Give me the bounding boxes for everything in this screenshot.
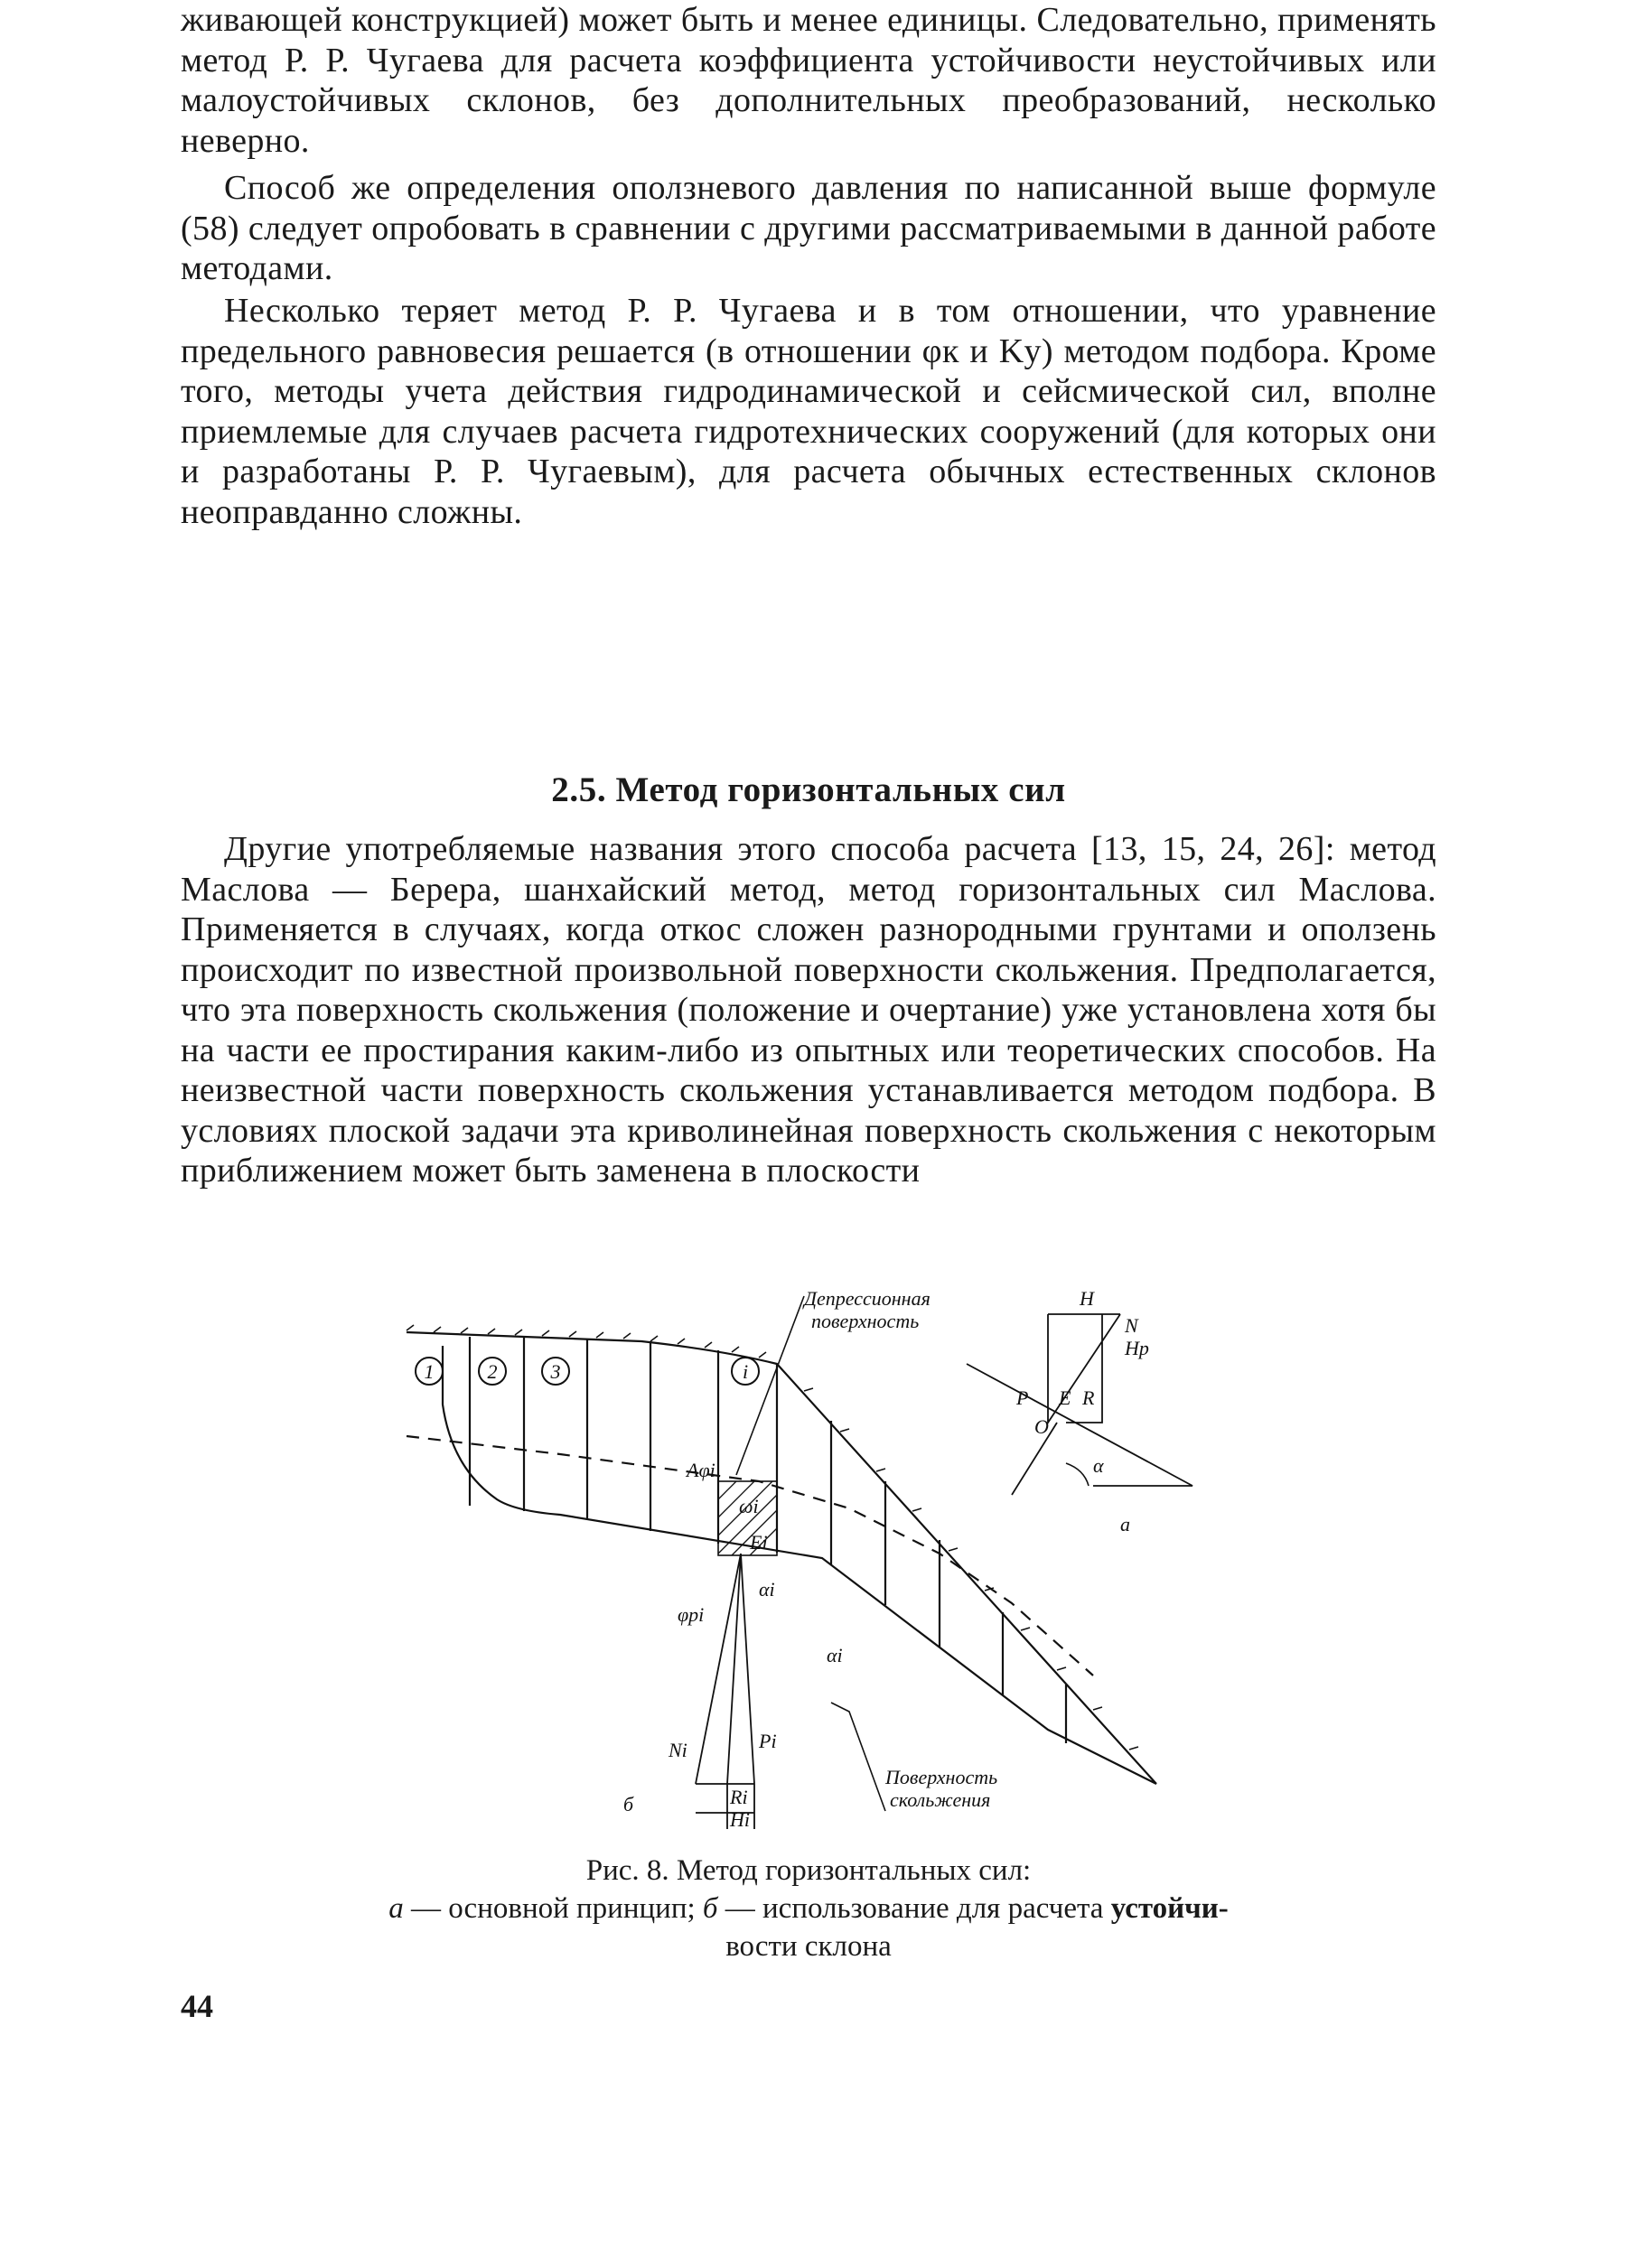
slice-1-label: 1 <box>424 1360 435 1383</box>
section-heading: 2.5. Метод горизонтальных сил <box>551 770 1066 809</box>
slip-surface <box>443 1346 1156 1784</box>
ri-label: Ri <box>730 1786 748 1808</box>
alpha-label: α <box>1093 1454 1104 1477</box>
hp-label: Hp <box>1125 1337 1149 1359</box>
b-label: б <box>623 1793 634 1815</box>
alpha-i-label-2: αi <box>827 1644 843 1666</box>
slice-i-hatch <box>718 1481 777 1555</box>
a-phi-label: Aφi <box>687 1459 715 1481</box>
phi-label: φрi <box>678 1603 705 1626</box>
figure-drawing <box>379 1278 1283 1829</box>
slice-i-label: i <box>742 1360 749 1383</box>
depression-label-2: поверхность <box>811 1310 920 1332</box>
slip-label-1: Поверхность <box>885 1766 998 1788</box>
n-label: N <box>1125 1314 1138 1337</box>
depression-label-1: Депрессионная <box>804 1287 931 1310</box>
slice-2-label: 2 <box>487 1360 498 1383</box>
figure-8 <box>379 1278 1283 1829</box>
slice-3-label: 3 <box>550 1360 561 1383</box>
hi-label: Hi <box>730 1808 750 1829</box>
r-label: R <box>1082 1386 1095 1409</box>
section-paragraph: Другие употребляемые названия этого способа расчета [13, 15, 24, 26]: метод Маслова — Берера, шанхайский метод, метод горизонтальных сил Маслова. Применяется в случаях, когда откос сложен разнородными грунтами и оползень происходит по известной произвольной поверхности скольжения. Предполагается, что эта поверхность скольжения (положение и очертание) уже установлена хотя бы на части ее простирания каким-либо из опытных или теоретических способов. На неизвестной части поверхность скольжения устанавливается методом подбора. В условиях плоской задачи эта криволинейная поверхность скольжения с некоторым приближением может быть заменена в плоскости <box>181 830 1436 1190</box>
alpha-i-label: αi <box>759 1578 775 1601</box>
p-label: P <box>1016 1386 1029 1409</box>
o-label: O <box>1034 1415 1049 1438</box>
ground-surface <box>407 1332 1156 1784</box>
a-label: а <box>1120 1513 1130 1535</box>
caption-line-2: а — основной принцип; б — использование для расчета устойчи- <box>388 1892 1229 1925</box>
h-label: H <box>1080 1287 1094 1310</box>
paragraph-3: Несколько теряет метод Р. Р. Чугаева и в том отношении, что уравнение предельного равновесия решается (в отношении φк и Kу) методом подбора. Кроме того, методы учета действия гидродинамической и сейсмической сил, вполне приемлемые для случаев расчета гидротехнических сооружений (для которых они и разработаны Р. Р. Чугаевым), для расчета обычных естественных склонов неоправданно сложны. <box>181 292 1436 531</box>
e-label: E <box>1059 1386 1071 1409</box>
ni-label: Ni <box>669 1739 687 1761</box>
page-number: 44 <box>181 1988 213 2024</box>
paragraph-1: живающей конструкцией) может быть и менее единицы. Следовательно, применять метод Р. Р. Чугаева для расчета коэффициента устойчивости неустойчивых или малоустойчивых склонов, без дополнительных преобразований, несколько неверно. <box>181 1 1436 160</box>
caption-title: Рис. 8. Метод горизонтальных сил: <box>585 1854 1032 1887</box>
omega-label: ωi <box>739 1495 759 1517</box>
paragraph-2: Способ же определения оползневого давления по написанной выше формуле (58) следует опробовать в сравнении с другими рассматриваемыми в данной работе методами. <box>181 169 1436 287</box>
pi-label: Pi <box>759 1730 777 1752</box>
figure-caption <box>181 1852 1436 1965</box>
diagram-a-lines <box>967 1314 1192 1495</box>
section-text <box>181 829 1436 1191</box>
caption-line-3: вости склона <box>725 1930 892 1963</box>
alpha-arc <box>1066 1463 1089 1486</box>
slope-hatching <box>804 1388 1138 1750</box>
ei-label: Ei <box>750 1531 768 1554</box>
slice-lines <box>470 1337 1066 1743</box>
slip-label-2: скольжения <box>890 1788 991 1811</box>
